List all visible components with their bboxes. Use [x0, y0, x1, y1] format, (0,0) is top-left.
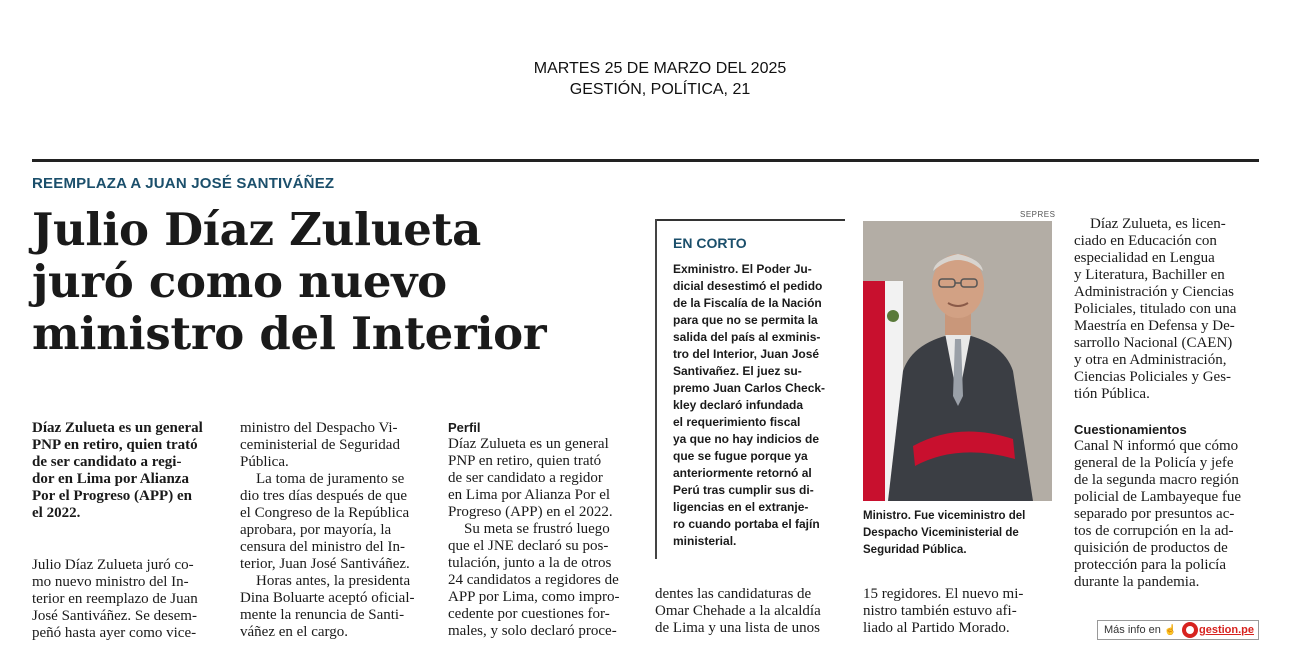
text-line: Dina Boluarte aceptó oficial- [240, 590, 415, 606]
column-2 [240, 420, 430, 641]
text-line: que se fugue porque ya [673, 449, 808, 463]
minister-photo [863, 221, 1052, 501]
text-line: Julio Díaz Zulueta juró co- [32, 557, 194, 573]
lead-paragraph [32, 420, 222, 522]
edition-date: MARTES 25 DE MARZO DEL 2025 [533, 60, 787, 77]
top-rule [32, 159, 1259, 162]
text-line: ya que no hay indicios de [673, 432, 820, 446]
subhead-cuestionamientos: Cuestionamientos [1074, 422, 1187, 437]
text-line: salida del país al exminis- [673, 330, 821, 344]
box-top-rule [655, 219, 845, 221]
headline-line: Julio Díaz Zulueta [32, 203, 481, 256]
text-line: el requerimiento fiscal [673, 415, 801, 429]
text-line: Ciencias Policiales y Ges- [1074, 369, 1232, 385]
gestion-logo-icon [1182, 622, 1198, 638]
text-line: 15 regidores. El nuevo mi- [863, 586, 1024, 602]
text-line: cedente por cuestiones for- [448, 606, 610, 622]
text-line: Progreso (APP) en el 2022. [448, 504, 613, 520]
text-line: de la Fiscalía de la Nación [673, 296, 822, 310]
text-line: tulación, junto a la de otros [448, 555, 612, 571]
text-line: ministro del Despacho Vi- [240, 420, 398, 436]
text-line: Perú tras cumplir sus di- [673, 483, 814, 497]
body-paragraph [240, 573, 430, 641]
text-line: tro del Interior, Juan José [673, 347, 820, 361]
body-paragraph [240, 471, 430, 573]
text-line: dio tres días después de que [240, 488, 408, 504]
more-info-badge [1097, 620, 1259, 640]
text-line: tión Pública. [1074, 386, 1150, 402]
text-line: Horas antes, la presidenta [256, 573, 411, 589]
text-line: tos de corrupción en la ad- [1074, 523, 1234, 539]
text-line: el 2022. [32, 505, 81, 521]
text-line: policial de Lambayeque fue [1074, 489, 1242, 505]
text-line: Policiales, titulado con una [1074, 301, 1237, 317]
text-line: y otra en Administración, [1074, 352, 1227, 368]
text-line: mo nuevo ministro del In- [32, 574, 189, 590]
text-line: PNP en retiro, quien trató [448, 453, 602, 469]
edition-section: GESTIÓN, POLÍTICA, 21 [569, 81, 751, 98]
text-line: Santivañez. El juez su- [673, 364, 802, 378]
text-line: APP por Lima, como impro- [448, 589, 620, 605]
text-line: Maestría en Defensa y De- [1074, 318, 1235, 334]
text-line: 24 candidatos a regidores de [448, 572, 619, 588]
text-line: protección para la policía [1074, 557, 1227, 573]
photo-caption [863, 508, 1053, 559]
text-line: premo Juan Carlos Check- [673, 381, 826, 395]
en-corto-text [673, 261, 845, 550]
text-line: Exministro. El Poder Ju- [673, 262, 812, 276]
en-corto-title: EN CORTO [673, 235, 747, 251]
text-line: nistro también estuvo afi- [863, 603, 1017, 619]
text-line: males, y solo declaró proce- [448, 623, 617, 639]
text-line: anteriormente retornó al [673, 466, 812, 480]
page-header [0, 58, 1290, 100]
column-3 [448, 420, 640, 640]
text-line: de Lima y una lista de unos [655, 620, 820, 636]
text-line: el Congreso de la República [240, 505, 410, 521]
text-line: dentes las candidaturas de [655, 586, 812, 602]
text-line: kley declaró infundada [673, 398, 804, 412]
kicker: REEMPLAZA A JUAN JOSÉ SANTIVÁÑEZ [32, 175, 335, 192]
text-line: La toma de juramento se [256, 471, 405, 487]
headline-line: juró como nuevo [32, 255, 447, 308]
en-corto-box [655, 219, 845, 550]
text-line: ministerial. [673, 534, 737, 548]
text-line: Omar Chehade a la alcaldía [655, 603, 821, 619]
column-4-continuation [655, 586, 847, 637]
text-line: Díaz Zulueta es un general [32, 420, 203, 436]
text-line: ceministerial de Seguridad [240, 437, 400, 453]
body-paragraph [448, 436, 640, 521]
text-line: ciado en Educación con [1074, 233, 1217, 249]
text-line: Ministro. Fue viceministro del [863, 510, 1026, 522]
text-line: aprobara, por mayoría, la [240, 522, 392, 538]
box-left-rule [655, 219, 657, 559]
photo-credit: SEPRES [1020, 210, 1056, 219]
subhead-perfil: Perfil [448, 420, 481, 435]
text-line: terior en reemplazo de Juan [32, 591, 198, 607]
text-line: de ser candidato a regi- [32, 454, 182, 470]
text-line: especialidad en Lengua [1074, 250, 1215, 266]
text-line: Pública. [240, 454, 289, 470]
text-line: Por el Progreso (APP) en [32, 488, 192, 504]
text-line: dicial desestimó el pedido [673, 279, 823, 293]
column-6 [1074, 216, 1264, 591]
text-line: peñó hasta ayer como vice- [32, 625, 197, 641]
text-line: mente la renuncia de Santi- [240, 607, 405, 623]
text-line: general de la Policía y jefe [1074, 455, 1234, 471]
text-line: Canal N informó que cómo [1074, 438, 1239, 454]
text-line: Díaz Zulueta, es licen- [1090, 216, 1226, 232]
body-paragraph [1074, 438, 1264, 591]
text-line: y Literatura, Bachiller en [1074, 267, 1225, 283]
text-line: Administración y Ciencias [1074, 284, 1234, 300]
text-line: en Lima por Alianza Por el [448, 487, 611, 503]
portrait-illustration [863, 221, 1052, 501]
body-paragraph [448, 521, 640, 640]
body-paragraph [32, 557, 222, 642]
text-line: ligencias en el extranje- [673, 500, 809, 514]
text-line: liado al Partido Morado. [863, 620, 1010, 636]
column-1 [32, 420, 222, 642]
text-line: ro cuando portaba el fajín [673, 517, 820, 531]
text-line: váñez en el cargo. [240, 624, 348, 640]
text-line: durante la pandemia. [1074, 574, 1200, 590]
text-line: censura del ministro del In- [240, 539, 405, 555]
text-line: quisición de productos de [1074, 540, 1228, 556]
cursor-icon: ☝ [1163, 625, 1177, 636]
more-info-site: gestion.pe [1199, 624, 1255, 636]
text-line: Seguridad Pública. [863, 544, 967, 556]
text-line: terior, Juan José Santiváñez. [240, 556, 410, 572]
more-info-label: Más info en [1104, 624, 1161, 636]
text-line: para que no se permita la [673, 313, 818, 327]
text-line: Despacho Viceministerial de [863, 527, 1019, 539]
text-line: PNP en retiro, quien trató [32, 437, 198, 453]
text-line: separado por presuntos ac- [1074, 506, 1235, 522]
body-paragraph [1074, 216, 1264, 403]
text-line: Su meta se frustró luego [464, 521, 610, 537]
text-line: José Santiváñez. Se desem- [32, 608, 197, 624]
headline-line: ministro del Interior [32, 307, 547, 360]
headline [32, 204, 632, 360]
text-line: de la segunda macro región [1074, 472, 1239, 488]
text-line: de ser candidato a regidor [448, 470, 603, 486]
text-line: sarrollo Nacional (CAEN) [1074, 335, 1233, 351]
text-line: que el JNE declaró su pos- [448, 538, 609, 554]
column-5-continuation [863, 586, 1055, 637]
text-line: Díaz Zulueta es un general [448, 436, 609, 452]
body-paragraph [240, 420, 430, 471]
text-line: dor en Lima por Alianza [32, 471, 189, 487]
